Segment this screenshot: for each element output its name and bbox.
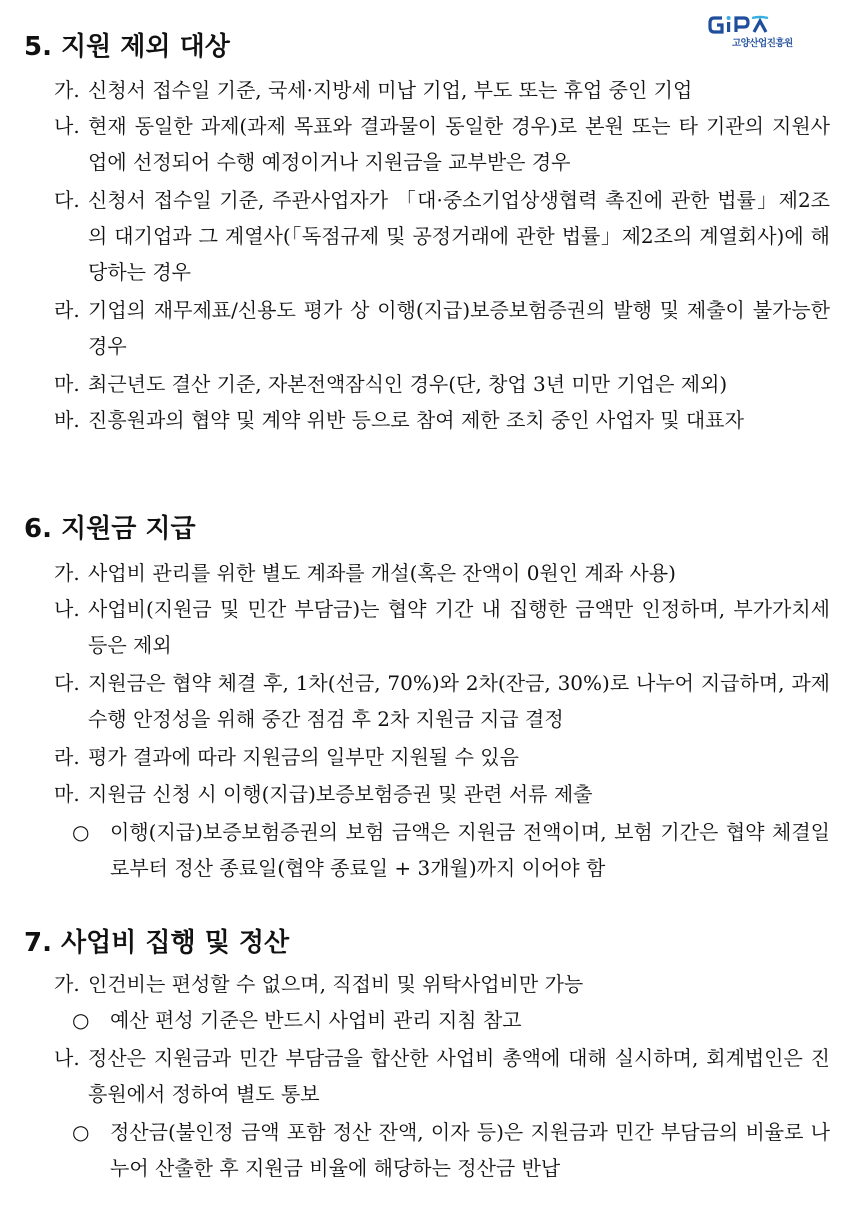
item-marker: 라. bbox=[54, 745, 80, 769]
item-marker: 나. bbox=[54, 597, 80, 621]
org-name: 고양산업진흥원 bbox=[732, 38, 793, 49]
item-text: 현재 동일한 과제(과제 목표와 결과물이 동일한 경우)로 본원 또는 타 기관의 지원사업에 선정되어 수행 예정이거나 지원금을 교부받은 경우 bbox=[88, 114, 830, 174]
list-item bbox=[54, 555, 830, 591]
list-item bbox=[54, 591, 830, 663]
list-item bbox=[54, 665, 830, 737]
item-text: 사업비(지원금 및 민간 부담금)는 협약 기간 내 집행한 금액만 인정하며, 부가가치세 등은 제외 bbox=[88, 597, 830, 657]
list-item bbox=[54, 182, 830, 290]
sub-list-item bbox=[72, 1002, 830, 1038]
item-marker: 가. bbox=[54, 78, 80, 102]
circle-bullet-icon: ○ bbox=[72, 1008, 90, 1032]
list-item bbox=[54, 739, 830, 775]
item-text: 최근년도 결산 기준, 자본전액잠식인 경우(단, 창업 3년 미만 기업은 제외) bbox=[88, 372, 728, 396]
section-title: 6. 지원금 지급 bbox=[24, 514, 196, 544]
item-text: 신청서 접수일 기준, 국세·지방세 미납 기업, 부도 또는 휴업 중인 기업 bbox=[88, 78, 693, 102]
item-marker: 나. bbox=[54, 1046, 80, 1070]
list-item bbox=[54, 72, 830, 108]
item-marker: 다. bbox=[54, 188, 80, 212]
list-item bbox=[54, 966, 830, 1002]
gipa-logo-mark bbox=[708, 14, 818, 36]
item-marker: 가. bbox=[54, 972, 80, 996]
circle-bullet-icon: ○ bbox=[72, 820, 90, 844]
list-item bbox=[54, 108, 830, 180]
item-marker: 다. bbox=[54, 671, 80, 695]
section-title: 5. 지원 제외 대상 bbox=[24, 32, 230, 62]
item-text: 신청서 접수일 기준, 주관사업자가 「대·중소기업상생협력 촉진에 관한 법률」제2조의 대기업과 그 계열사(「독점규제 및 공정거래에 관한 법률」제2조의 계열회사)에 해당하는 경우 bbox=[88, 188, 830, 284]
list-item bbox=[54, 292, 830, 364]
item-text: 사업비 관리를 위한 별도 계좌를 개설(혹은 잔액이 0원인 계좌 사용) bbox=[88, 561, 676, 585]
org-logo bbox=[708, 14, 818, 52]
section-title: 7. 사업비 집행 및 정산 bbox=[24, 928, 290, 958]
item-text: 이행(지급)보증보험증권의 보험 금액은 지원금 전액이며, 보험 기간은 협약 체결일로부터 정산 종료일(협약 종료일 + 3개월)까지 이어야 함 bbox=[110, 820, 830, 880]
list-item bbox=[54, 366, 830, 402]
item-marker: 바. bbox=[54, 408, 80, 432]
circle-bullet-icon: ○ bbox=[72, 1120, 90, 1144]
item-marker: 나. bbox=[54, 114, 80, 138]
sub-list-item bbox=[72, 814, 830, 886]
sub-list-item bbox=[72, 1114, 830, 1186]
item-text: 평가 결과에 따라 지원금의 일부만 지원될 수 있음 bbox=[88, 745, 519, 769]
item-marker: 가. bbox=[54, 561, 80, 585]
item-marker: 마. bbox=[54, 372, 80, 396]
list-item bbox=[54, 776, 830, 812]
item-text: 정산은 지원금과 민간 부담금을 합산한 사업비 총액에 대해 실시하며, 회계법인은 진흥원에서 정하여 별도 통보 bbox=[88, 1046, 830, 1106]
item-text: 기업의 재무제표/신용도 평가 상 이행(지급)보증보험증권의 발행 및 제출이 불가능한 경우 bbox=[88, 298, 830, 358]
list-item bbox=[54, 402, 830, 438]
item-text: 지원금 신청 시 이행(지급)보증보험증권 및 관련 서류 제출 bbox=[88, 782, 593, 806]
item-marker: 라. bbox=[54, 298, 80, 322]
list-item bbox=[54, 1040, 830, 1112]
item-text: 예산 편성 기준은 반드시 사업비 관리 지침 참고 bbox=[110, 1008, 522, 1032]
item-text: 정산금(불인정 금액 포함 정산 잔액, 이자 등)은 지원금과 민간 부담금의 비율로 나누어 산출한 후 지원금 비율에 해당하는 정산금 반납 bbox=[110, 1120, 830, 1180]
item-text: 진흥원과의 협약 및 계약 위반 등으로 참여 제한 조치 중인 사업자 및 대표자 bbox=[88, 408, 744, 432]
item-text: 인건비는 편성할 수 없으며, 직접비 및 위탁사업비만 가능 bbox=[88, 972, 584, 996]
item-text: 지원금은 협약 체결 후, 1차(선금, 70%)와 2차(잔금, 30%)로 나누어 지급하며, 과제 수행 안정성을 위해 중간 점검 후 2차 지원금 지급 결정 bbox=[88, 671, 830, 731]
item-marker: 마. bbox=[54, 782, 80, 806]
